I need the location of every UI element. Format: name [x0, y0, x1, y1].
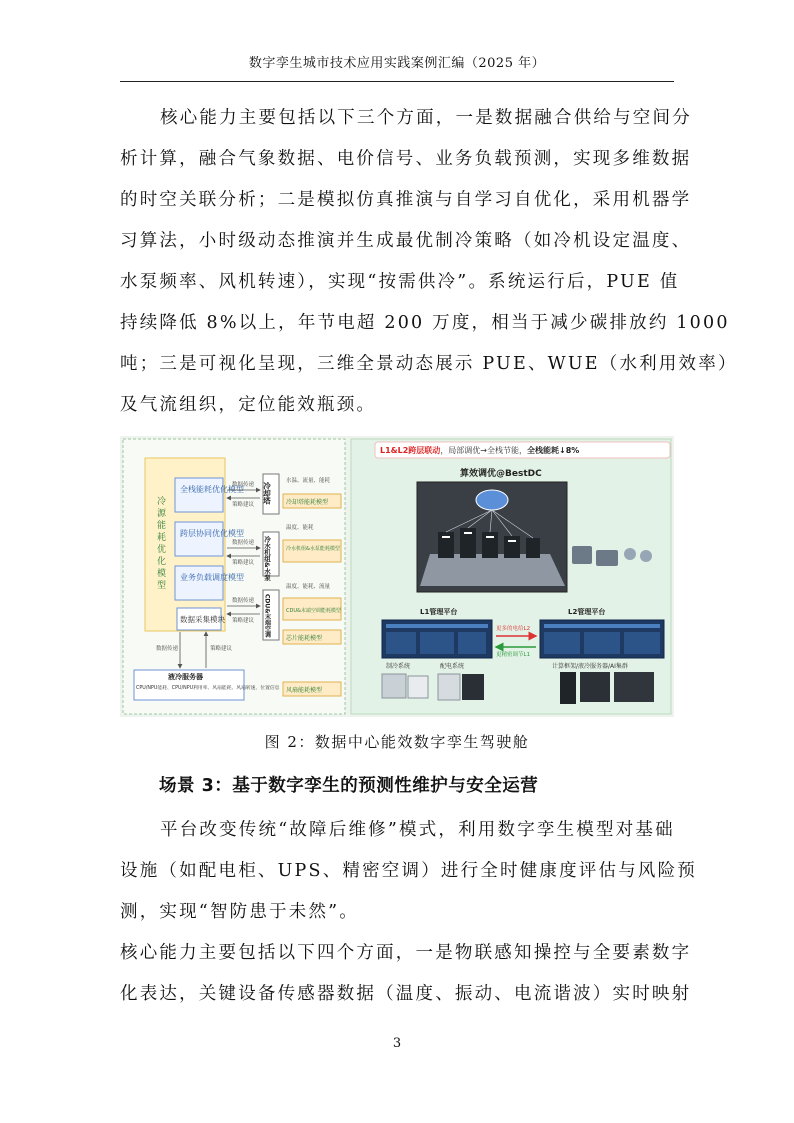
text-line: 平台改变传统“故障后维修”模式，利用数字孪生模型对基础 — [160, 820, 675, 840]
arrow-label: 策略建议 — [210, 646, 233, 652]
arrow-to-l1-label: 更精密调节L1 — [496, 652, 531, 658]
page-number: 3 — [392, 1036, 402, 1051]
arrow-label: 数据传递 — [232, 598, 255, 604]
text-line: 水泵频率、风机转速），实现“按需供冷”。系统运行后，PUE 值 — [120, 272, 680, 292]
l2-platform-title: L2管理平台 — [568, 608, 606, 616]
model-box-1: 全栈能耗优化模型 — [180, 485, 244, 494]
arrow-label: 策略建议 — [232, 502, 255, 508]
text-line: 习算法，小时级动态推演并生成最优制冷策略（如冷机设定温度、 — [120, 231, 692, 251]
sensor-label: 温度、能耗、流量 — [286, 584, 331, 590]
text-line: 及气流组织，定位能效瓶颈。 — [120, 395, 377, 415]
text-line: 化表达，关键设备传感器数据（温度、振动、电流谐波）实时映射 — [120, 984, 692, 1004]
sensor-label: 温度、能耗 — [286, 525, 314, 531]
running-header: 数字孪生城市技术应用实践案例汇编（2025 年） — [248, 56, 546, 71]
vertical-model-title: 冷源能耗优化模型 — [155, 496, 165, 592]
l1-platform-title: L1管理平台 — [420, 608, 458, 616]
arrow-label: 策略建议 — [232, 618, 255, 624]
green-model: 芯片能耗模型 — [286, 635, 323, 642]
equipment-cooling-tower: 冷却塔 — [262, 482, 272, 505]
server-box-title: 液冷服务器 — [168, 673, 203, 681]
bottom-label: 配电系统 — [440, 663, 465, 670]
figure-diagram — [120, 436, 674, 717]
section-heading: 场景 3：基于数字孪生的预测性维护与安全运营 — [159, 776, 539, 796]
bottom-label: 制冷系统 — [386, 663, 411, 670]
model-box-3: 业务负载调度模型 — [180, 573, 244, 582]
header-divider — [120, 81, 674, 82]
text-line: 测，实现“智防患于未然”。 — [120, 902, 359, 922]
arrow-label: 策略建议 — [232, 560, 255, 566]
arrow-label: 数据传递 — [232, 540, 255, 546]
sensor-label: 水温、流量、能耗 — [286, 478, 331, 484]
banner-text: L1&L2跨层联动，局部调优→全栈节能，全栈能耗↓8% — [380, 446, 580, 455]
text-line: 设施（如配电柜、UPS、精密空调）进行全时健康度评估与风险预 — [120, 861, 698, 881]
equipment-chiller-pump: 冷水机组&水泵 — [263, 536, 271, 581]
platform-title: 算效调优@BestDC — [460, 469, 542, 479]
text-line: 的时空关联分析；二是模拟仿真推演与自学习自优化，采用机器学 — [120, 190, 692, 210]
green-model: 冷却塔能耗模型 — [286, 499, 329, 506]
text-line: 核心能力主要包括以下三个方面，一是数据融合供给与空间分 — [160, 108, 692, 128]
text-line: 吨；三是可视化呈现，三维全景动态展示 PUE、WUE（水利用效率） — [120, 354, 738, 374]
green-model: 冷水机组&水泵能耗模型 — [286, 546, 340, 552]
equipment-cdu: CDU&末端空调 — [263, 594, 271, 638]
server-box-detail: CPU/NPU能耗、CPU/NPU利用率、风扇能耗、风扇转速、位置信息 — [136, 686, 280, 691]
arrow-label: 数据传递 — [156, 646, 179, 652]
green-model: 风扇能耗模型 — [286, 687, 323, 694]
green-model: CDU&末端空调能耗模型 — [286, 608, 341, 614]
arrow-to-l2-label: 更多的电给L2 — [496, 626, 531, 632]
data-collection-box: 数据采集模块 — [180, 615, 225, 624]
figure-caption: 图 2：数据中心能效数字孪生驾驶舱 — [264, 733, 530, 751]
text-line: 持续降低 8%以上，年节电超 200 万度，相当于减少碳排放约 1000 — [120, 313, 730, 333]
text-line: 析计算，融合气象数据、电价信号、业务负载预测，实现多维数据 — [120, 149, 692, 169]
figure-energy-cockpit — [120, 436, 674, 717]
model-box-2: 跨层协同优化模型 — [180, 529, 244, 538]
text-line: 核心能力主要包括以下四个方面，一是物联感知操控与全要素数字 — [120, 943, 692, 963]
arrow-label: 数据传递 — [232, 482, 255, 488]
bottom-label: 计算框架/液冷服务器/AI集群 — [552, 663, 628, 670]
cloud-icon — [476, 490, 508, 510]
